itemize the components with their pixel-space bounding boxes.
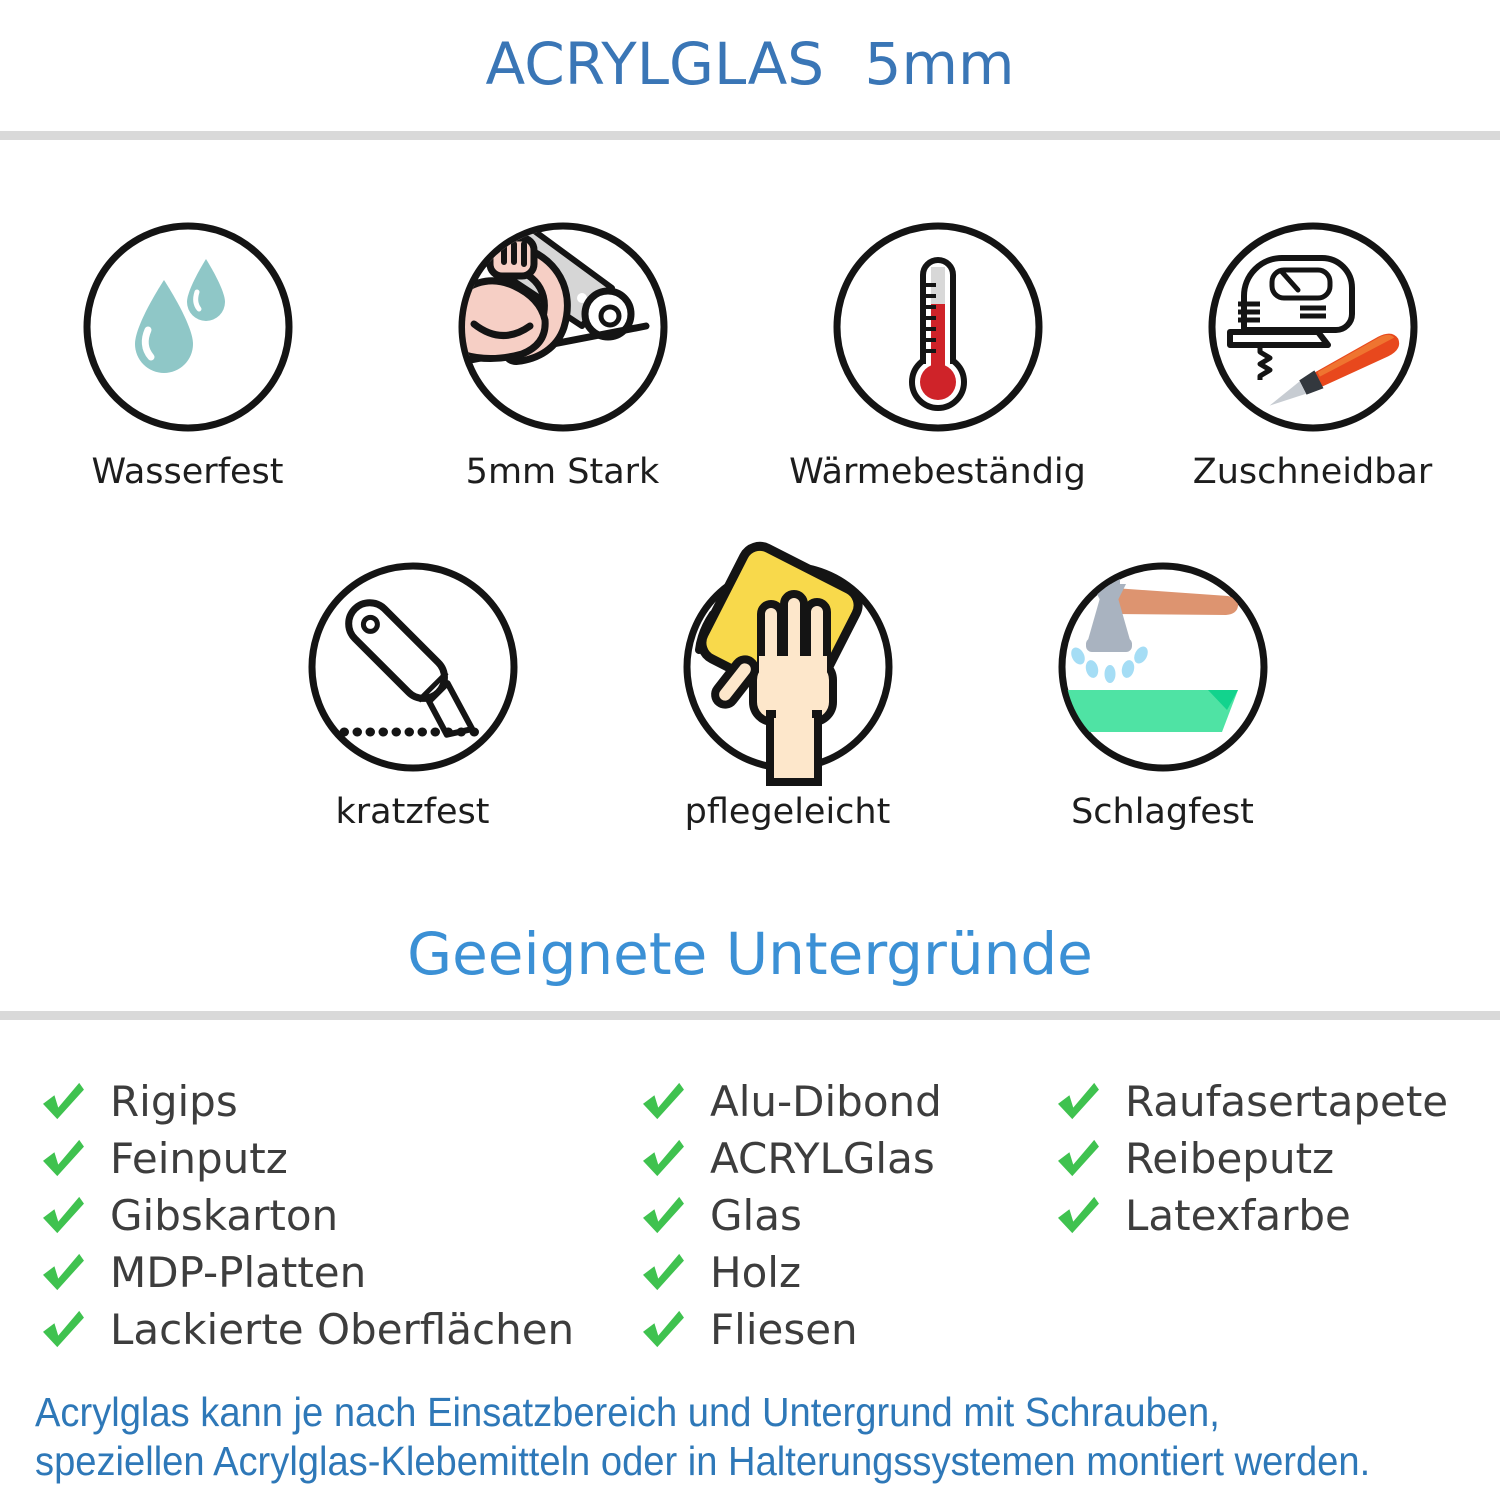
section-heading-substrates: Geeignete Untergründe <box>407 920 1093 988</box>
checkmark-icon <box>40 1138 86 1178</box>
substrates-column-3 <box>1055 1078 1495 1352</box>
substrate-label: Reibeputz <box>1125 1133 1335 1183</box>
substrate-label: Gibskarton <box>110 1190 339 1240</box>
list-item <box>40 1135 640 1181</box>
feature-wasserfest <box>0 212 375 492</box>
feature-schlagfest <box>975 552 1350 832</box>
list-item <box>40 1306 640 1352</box>
feature-row-1 <box>0 212 1500 492</box>
footer-line: speziellen Acrylglas-Klebemitteln oder in Halterungssystemen montiert werden. <box>35 1438 1371 1484</box>
substrate-label: ACRYLGlas <box>710 1133 935 1183</box>
substrate-label: Feinputz <box>110 1133 288 1183</box>
checkmark-icon <box>1055 1138 1101 1178</box>
cleaning-hand-cloth-icon <box>673 552 903 782</box>
checkmark-icon <box>640 1138 686 1178</box>
checkmark-icon <box>40 1081 86 1121</box>
checkmark-icon <box>40 1195 86 1235</box>
feature-pflegeleicht <box>600 552 975 832</box>
divider-bar <box>0 131 1500 140</box>
checkmark-icon <box>640 1252 686 1292</box>
feature-label: kratzfest <box>335 792 490 832</box>
checkmark-icon <box>40 1309 86 1349</box>
list-item <box>640 1135 1055 1181</box>
feature-label: pflegeleicht <box>684 792 891 832</box>
substrate-label: Latexfarbe <box>1125 1190 1351 1240</box>
substrate-label: Lackierte Oberflächen <box>110 1304 575 1354</box>
page-title: ACRYLGLAS 5mm <box>485 30 1015 98</box>
divider-bar <box>0 1011 1500 1020</box>
substrate-label: Fliesen <box>710 1304 858 1354</box>
list-item <box>640 1249 1055 1295</box>
feature-waermebestaendig <box>750 212 1125 492</box>
checkmark-icon <box>640 1081 686 1121</box>
feature-5mm-stark <box>375 212 750 492</box>
jigsaw-cutter-icon <box>1198 212 1428 442</box>
feature-label: Wasserfest <box>91 452 284 492</box>
feature-label: 5mm Stark <box>465 452 660 492</box>
checkmark-icon <box>40 1252 86 1292</box>
substrates-column-2 <box>640 1078 1055 1352</box>
list-item <box>640 1306 1055 1352</box>
list-item <box>40 1078 640 1124</box>
list-item <box>640 1078 1055 1124</box>
checkmark-icon <box>640 1309 686 1349</box>
substrate-label: Alu-Dibond <box>710 1076 942 1126</box>
feature-kratzfest <box>225 552 600 832</box>
thermometer-icon <box>823 212 1053 442</box>
hammer-impact-icon <box>1048 552 1278 782</box>
feature-label: Schlagfest <box>1071 792 1254 832</box>
list-item <box>1055 1078 1495 1124</box>
footer-line: Acrylglas kann je nach Einsatzbereich und Untergrund mit Schrauben, <box>35 1389 1220 1435</box>
list-item <box>1055 1135 1495 1181</box>
feature-label: Wärmebeständig <box>789 452 1086 492</box>
substrates-checklist <box>40 1078 1495 1352</box>
flexed-arm-rolled-sheet-icon <box>448 212 678 442</box>
substrates-column-1 <box>40 1078 640 1352</box>
list-item <box>40 1192 640 1238</box>
substrate-label: Glas <box>710 1190 802 1240</box>
substrate-label: Rigips <box>110 1076 238 1126</box>
checkmark-icon <box>1055 1195 1101 1235</box>
feature-label: Zuschneidbar <box>1192 452 1433 492</box>
list-item <box>40 1249 640 1295</box>
water-drops-icon <box>73 212 303 442</box>
feature-zuschneidbar <box>1125 212 1500 492</box>
feature-row-2 <box>225 552 1350 832</box>
footer-note <box>35 1388 1370 1486</box>
checkmark-icon <box>1055 1081 1101 1121</box>
utility-knife-icon <box>298 552 528 782</box>
substrate-label: Holz <box>710 1247 801 1297</box>
substrate-label: Raufasertapete <box>1125 1076 1449 1126</box>
checkmark-icon <box>640 1195 686 1235</box>
substrate-label: MDP-Platten <box>110 1247 367 1297</box>
list-item <box>1055 1192 1495 1238</box>
list-item <box>640 1192 1055 1238</box>
